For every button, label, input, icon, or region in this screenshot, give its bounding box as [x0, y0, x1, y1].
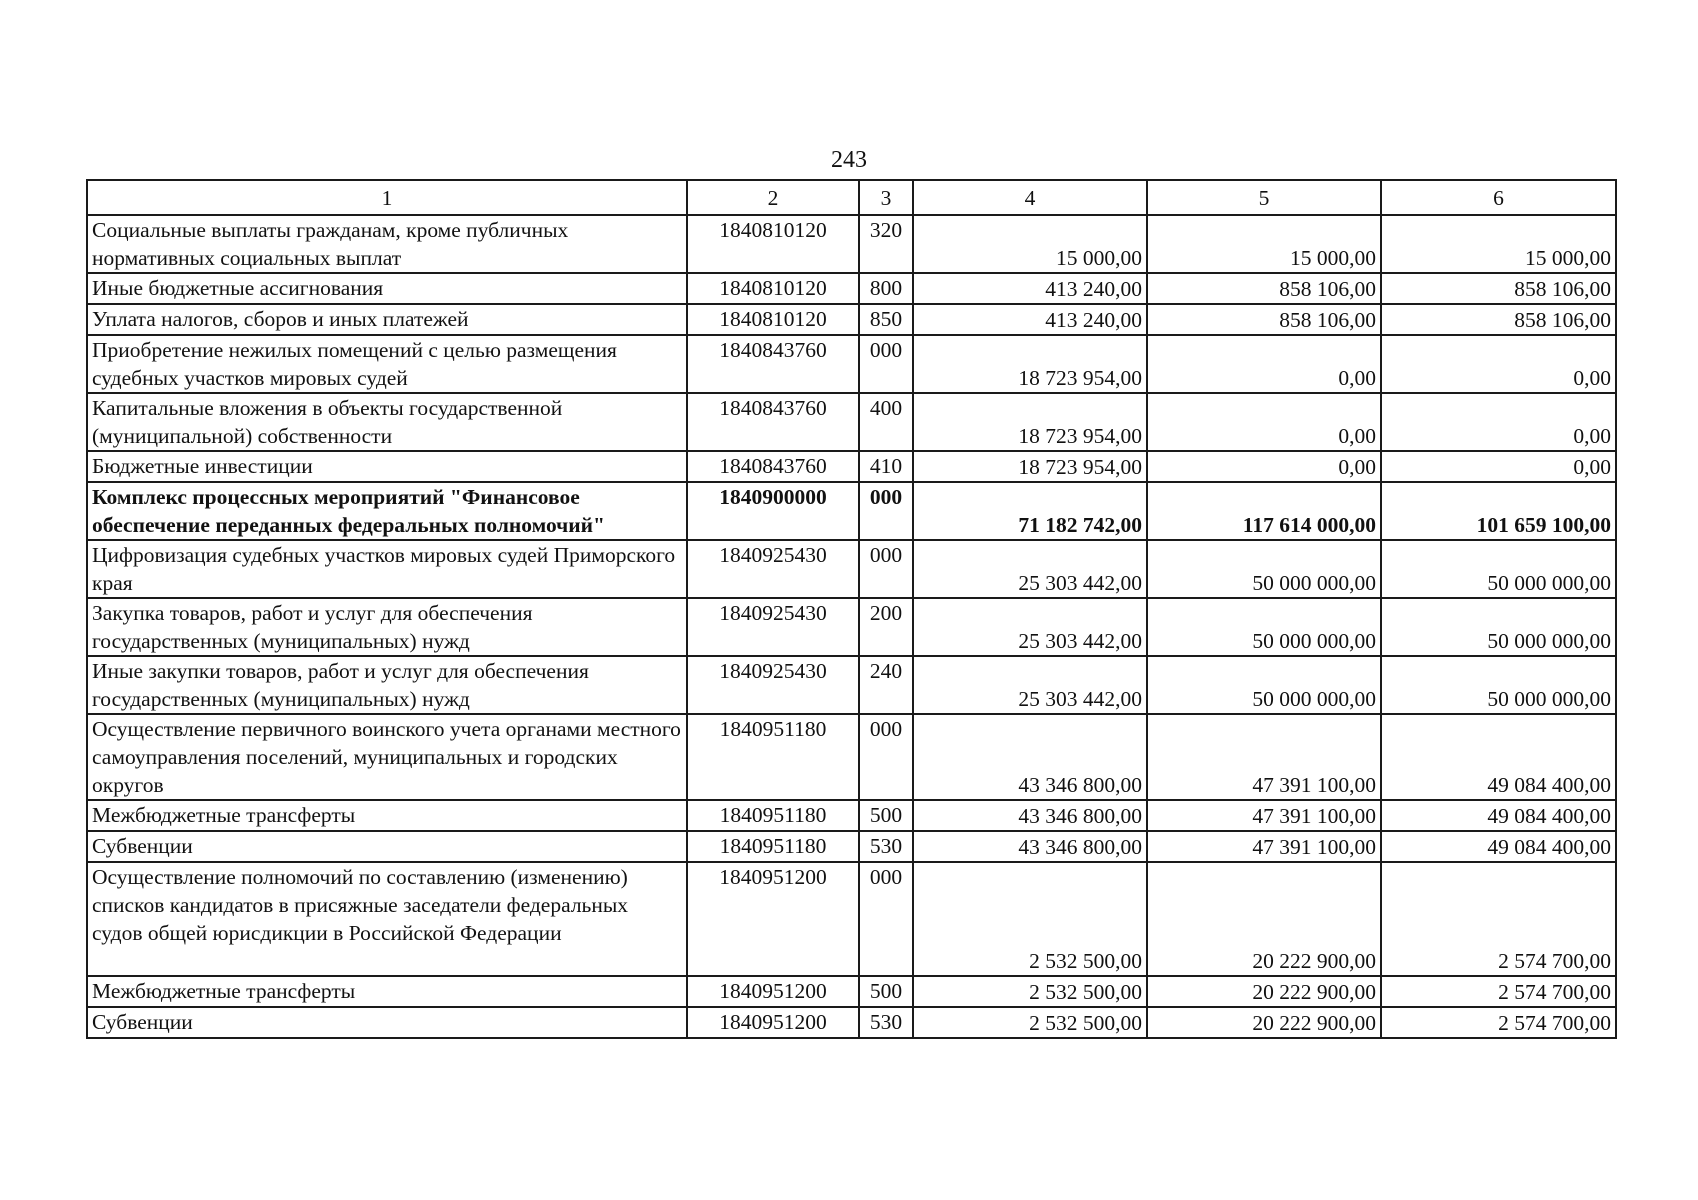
row-type-cell: 500 [859, 800, 913, 831]
row-value-col5-cell: 0,00 [1147, 451, 1381, 482]
row-value-col5-cell: 858 106,00 [1147, 273, 1381, 304]
row-value-col6-cell: 50 000 000,00 [1381, 598, 1616, 656]
row-value-col4-cell: 413 240,00 [913, 273, 1147, 304]
column-header-5: 5 [1147, 180, 1381, 215]
row-name-cell: Социальные выплаты гражданам, кроме публичных нормативных социальных выплат [87, 215, 687, 273]
row-value-col5-cell: 50 000 000,00 [1147, 656, 1381, 714]
table-row [87, 273, 1616, 304]
row-value-col6-cell: 15 000,00 [1381, 215, 1616, 273]
row-type-cell: 240 [859, 656, 913, 714]
row-name-cell: Комплекс процессных мероприятий "Финансовое обеспечение переданных федеральных полномочий" [87, 482, 687, 540]
row-code-cell: 1840925430 [687, 656, 859, 714]
row-value-col5-cell: 117 614 000,00 [1147, 482, 1381, 540]
row-value-col4-cell: 18 723 954,00 [913, 451, 1147, 482]
row-code-cell: 1840810120 [687, 304, 859, 335]
row-value-col4-cell: 71 182 742,00 [913, 482, 1147, 540]
table-row [87, 800, 1616, 831]
table-row [87, 598, 1616, 656]
row-code-cell: 1840951200 [687, 862, 859, 976]
row-value-col4-cell: 25 303 442,00 [913, 540, 1147, 598]
row-value-col5-cell: 0,00 [1147, 335, 1381, 393]
row-value-col6-cell: 49 084 400,00 [1381, 831, 1616, 862]
row-code-cell: 1840810120 [687, 215, 859, 273]
row-name-cell: Субвенции [87, 1007, 687, 1038]
table-row [87, 862, 1616, 976]
table-body [87, 215, 1616, 1038]
row-value-col5-cell: 0,00 [1147, 393, 1381, 451]
row-type-cell: 410 [859, 451, 913, 482]
table-header-row [87, 180, 1616, 215]
page-number: 243 [831, 147, 867, 173]
row-code-cell: 1840951180 [687, 714, 859, 800]
table-row [87, 215, 1616, 273]
row-code-cell: 1840951180 [687, 800, 859, 831]
table-row [87, 393, 1616, 451]
row-code-cell: 1840925430 [687, 540, 859, 598]
table-row [87, 976, 1616, 1007]
row-value-col6-cell: 0,00 [1381, 393, 1616, 451]
row-name-cell: Иные бюджетные ассигнования [87, 273, 687, 304]
row-value-col4-cell: 43 346 800,00 [913, 714, 1147, 800]
row-value-col5-cell: 47 391 100,00 [1147, 714, 1381, 800]
row-code-cell: 1840843760 [687, 335, 859, 393]
row-name-cell: Межбюджетные трансферты [87, 800, 687, 831]
row-value-col4-cell: 25 303 442,00 [913, 656, 1147, 714]
table-row [87, 656, 1616, 714]
table-row [87, 482, 1616, 540]
row-value-col6-cell: 49 084 400,00 [1381, 800, 1616, 831]
row-name-cell: Закупка товаров, работ и услуг для обеспечения государственных (муниципальных) нужд [87, 598, 687, 656]
row-code-cell: 1840843760 [687, 393, 859, 451]
row-type-cell: 000 [859, 482, 913, 540]
row-value-col5-cell: 47 391 100,00 [1147, 800, 1381, 831]
budget-table [86, 179, 1617, 1039]
row-value-col6-cell: 2 574 700,00 [1381, 1007, 1616, 1038]
column-header-4: 4 [913, 180, 1147, 215]
row-name-cell: Осуществление полномочий по составлению (изменению) списков кандидатов в присяжные заседатели федеральных судов общей юрисдикции в Российской Федерации [87, 862, 687, 976]
row-code-cell: 1840843760 [687, 451, 859, 482]
row-name-cell: Цифровизация судебных участков мировых судей Приморского края [87, 540, 687, 598]
row-value-col4-cell: 2 532 500,00 [913, 862, 1147, 976]
row-value-col5-cell: 47 391 100,00 [1147, 831, 1381, 862]
row-type-cell: 800 [859, 273, 913, 304]
table-row [87, 335, 1616, 393]
table-row [87, 540, 1616, 598]
row-type-cell: 000 [859, 335, 913, 393]
row-value-col6-cell: 2 574 700,00 [1381, 862, 1616, 976]
row-value-col5-cell: 20 222 900,00 [1147, 976, 1381, 1007]
row-code-cell: 1840951200 [687, 976, 859, 1007]
row-type-cell: 400 [859, 393, 913, 451]
row-value-col4-cell: 15 000,00 [913, 215, 1147, 273]
row-type-cell: 000 [859, 862, 913, 976]
row-name-cell: Субвенции [87, 831, 687, 862]
row-code-cell: 1840951180 [687, 831, 859, 862]
row-name-cell: Бюджетные инвестиции [87, 451, 687, 482]
row-name-cell: Осуществление первичного воинского учета органами местного самоуправления поселений, муниципальных и городских округов [87, 714, 687, 800]
row-value-col6-cell: 49 084 400,00 [1381, 714, 1616, 800]
row-value-col6-cell: 0,00 [1381, 335, 1616, 393]
row-type-cell: 530 [859, 831, 913, 862]
row-name-cell: Иные закупки товаров, работ и услуг для обеспечения государственных (муниципальных) нужд [87, 656, 687, 714]
table-row [87, 1007, 1616, 1038]
row-type-cell: 530 [859, 1007, 913, 1038]
row-name-cell: Приобретение нежилых помещений с целью размещения судебных участков мировых судей [87, 335, 687, 393]
row-value-col5-cell: 20 222 900,00 [1147, 1007, 1381, 1038]
row-code-cell: 1840951200 [687, 1007, 859, 1038]
row-code-cell: 1840925430 [687, 598, 859, 656]
row-name-cell: Межбюджетные трансферты [87, 976, 687, 1007]
column-header-1: 1 [87, 180, 687, 215]
row-value-col6-cell: 101 659 100,00 [1381, 482, 1616, 540]
row-value-col5-cell: 858 106,00 [1147, 304, 1381, 335]
row-type-cell: 000 [859, 540, 913, 598]
table-row [87, 304, 1616, 335]
column-header-6: 6 [1381, 180, 1616, 215]
row-value-col5-cell: 15 000,00 [1147, 215, 1381, 273]
row-value-col4-cell: 18 723 954,00 [913, 335, 1147, 393]
row-type-cell: 200 [859, 598, 913, 656]
row-name-cell: Капитальные вложения в объекты государственной (муниципальной) собственности [87, 393, 687, 451]
row-name-cell: Уплата налогов, сборов и иных платежей [87, 304, 687, 335]
row-value-col4-cell: 413 240,00 [913, 304, 1147, 335]
table-row [87, 714, 1616, 800]
row-value-col6-cell: 50 000 000,00 [1381, 540, 1616, 598]
row-value-col4-cell: 2 532 500,00 [913, 976, 1147, 1007]
column-header-2: 2 [687, 180, 859, 215]
row-value-col6-cell: 50 000 000,00 [1381, 656, 1616, 714]
row-value-col4-cell: 25 303 442,00 [913, 598, 1147, 656]
row-type-cell: 850 [859, 304, 913, 335]
row-value-col6-cell: 858 106,00 [1381, 273, 1616, 304]
table-row [87, 831, 1616, 862]
row-value-col6-cell: 858 106,00 [1381, 304, 1616, 335]
row-type-cell: 000 [859, 714, 913, 800]
row-value-col5-cell: 50 000 000,00 [1147, 540, 1381, 598]
row-value-col5-cell: 20 222 900,00 [1147, 862, 1381, 976]
row-value-col4-cell: 2 532 500,00 [913, 1007, 1147, 1038]
row-value-col5-cell: 50 000 000,00 [1147, 598, 1381, 656]
row-code-cell: 1840810120 [687, 273, 859, 304]
row-type-cell: 500 [859, 976, 913, 1007]
row-value-col4-cell: 43 346 800,00 [913, 800, 1147, 831]
row-type-cell: 320 [859, 215, 913, 273]
row-value-col6-cell: 2 574 700,00 [1381, 976, 1616, 1007]
row-value-col4-cell: 43 346 800,00 [913, 831, 1147, 862]
column-header-3: 3 [859, 180, 913, 215]
row-code-cell: 1840900000 [687, 482, 859, 540]
table-row [87, 451, 1616, 482]
row-value-col4-cell: 18 723 954,00 [913, 393, 1147, 451]
row-value-col6-cell: 0,00 [1381, 451, 1616, 482]
